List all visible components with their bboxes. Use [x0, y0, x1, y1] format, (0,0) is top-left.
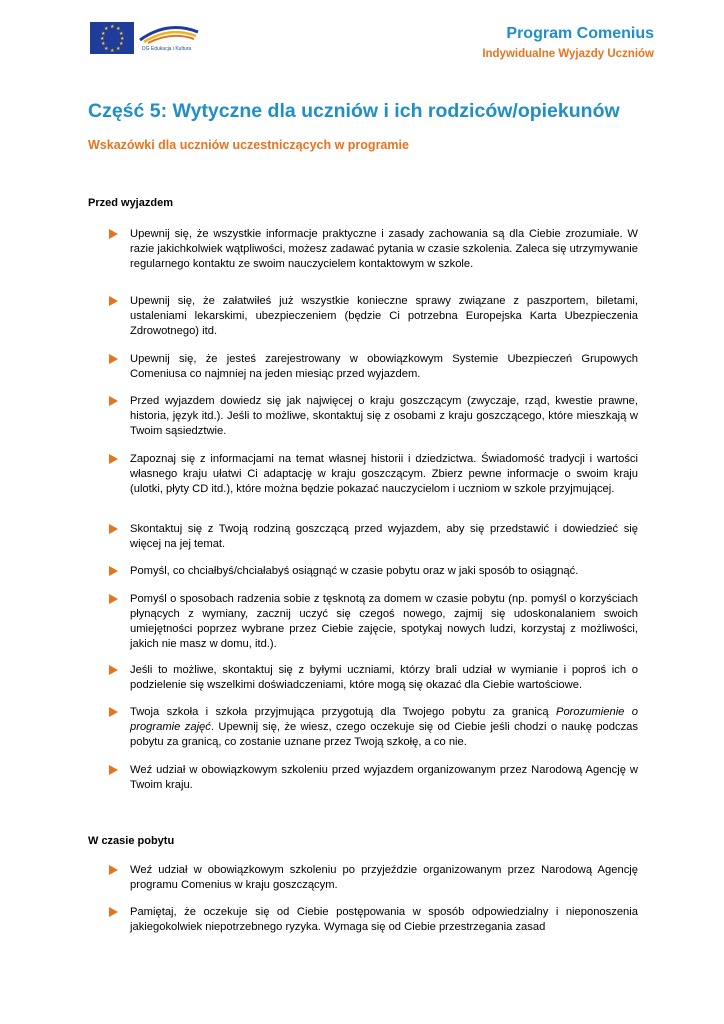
- list-item: Skontaktuj się z Twoją rodziną goszczącą przed wyjazdem, aby się przedstawić i dowiedzieć się więcej na jej temat.: [130, 522, 638, 552]
- list-item: Jeśli to możliwe, skontaktuj się z byłymi uczniami, którzy brali udział w wymianie i poproś ich o podzielenie się wszelkimi doświadczeniami, które mogą się okazać dla Ciebie wartościowe.: [130, 663, 638, 693]
- arrow-bullet-icon: [109, 396, 118, 406]
- arrow-bullet-icon: [109, 454, 118, 464]
- eu-flag-icon: ★ ★ ★ ★ ★ ★ ★ ★ ★ ★ ★ ★: [90, 22, 134, 54]
- arrow-bullet-icon: [109, 907, 118, 917]
- program-title: Program Comenius: [506, 25, 654, 42]
- list-item: Pamiętaj, że oczekuje się od Ciebie postępowania w sposób odpowiedzialny i nieponoszenia jakiegokolwiek niepotrzebnego ryzyka. Wymaga się od Ciebie przestrzegania zasad: [130, 905, 638, 935]
- list-item: Upewnij się, że jesteś zarejestrowany w obowiązkowym Systemie Ubezpieczeń Grupowych Comeniusa co najmniej na jeden miesiąc przed wyjazdem.: [130, 352, 638, 382]
- arrow-bullet-icon: [109, 296, 118, 306]
- arrow-bullet-icon: [109, 594, 118, 604]
- arrow-bullet-icon: [109, 354, 118, 364]
- list-item: Zapoznaj się z informacjami na temat własnej historii i dziedzictwa. Świadomość tradycji i wartości własnego kraju ułatwi Ci adaptację w kraju goszczącym. Zbierz pewne informacje o swoim kraju (ulotki, płyty CD itd.), które można będzie pokazać nauczycielom i uczniom w szkole przyjmującej.: [130, 452, 638, 497]
- arrow-bullet-icon: [109, 229, 118, 239]
- list-item: Przed wyjazdem dowiedz się jak najwięcej o kraju goszczącym (zwyczaje, rząd, kwestie prawne, historia, język itd.). Jeśli to możliwe, skontaktuj się z osobami z kraju goszczącego, które mieszkają w Twoim sąsiedztwie.: [130, 394, 638, 439]
- arrow-bullet-icon: [109, 665, 118, 675]
- section-heading-during-stay: W czasie pobytu: [88, 835, 175, 847]
- list-item: Weź udział w obowiązkowym szkoleniu przed wyjazdem organizowanym przez Narodową Agencję w Twoim kraju.: [130, 763, 638, 793]
- agreement-title: Porozumienie o programie zajęć: [130, 706, 638, 733]
- page-subtitle: Wskazówki dla uczniów uczestniczących w programie: [88, 138, 409, 152]
- arrow-bullet-icon: [109, 524, 118, 534]
- arrow-bullet-icon: [109, 765, 118, 775]
- dg-swoosh-icon: [138, 22, 200, 44]
- eu-logo: [90, 22, 202, 56]
- program-subtitle: Indywidualne Wyjazdy Uczniów: [482, 48, 654, 60]
- logo-caption: DG Edukacja i Kultura: [142, 46, 192, 52]
- list-item: Pomyśl, co chciałbyś/chciałabyś osiągnąć w czasie pobytu oraz w jaki sposób to osiągnąć.: [130, 564, 638, 579]
- list-item: Twoja szkoła i szkoła przyjmująca przygotują dla Twojego pobytu za granicą Porozumienie o programie zajęć. Upewnij się, że wiesz, czego oczekuje się od Ciebie jeśli chodzi o naukę podczas pobytu za granicą, co zostanie uznane przez Twoją szkołę, a co nie.: [130, 705, 638, 750]
- arrow-bullet-icon: [109, 707, 118, 717]
- page-title: Część 5: Wytyczne dla uczniów i ich rodziców/opiekunów: [88, 100, 620, 122]
- arrow-bullet-icon: [109, 865, 118, 875]
- section-heading-before-trip: Przed wyjazdem: [88, 197, 173, 209]
- arrow-bullet-icon: [109, 566, 118, 576]
- list-item: Upewnij się, że załatwiłeś już wszystkie konieczne sprawy związane z paszportem, biletami, ustaleniami lekarskimi, ubezpieczeniem (będzie Ci potrzebna Europejska Karta Ubezpieczenia Zdrowotnego) itd.: [130, 294, 638, 339]
- list-item: Pomyśl o sposobach radzenia sobie z tęsknotą za domem w czasie pobytu (np. pomyśl o korzyściach płynących z wymiany, zacznij uczyć się czegoś nowego, zajmij się udoskonalaniem swoich umiejętności poprzez wybrane przez Ciebie zajęcie, spotykaj nowych ludzi, korzystaj z możliwości, jakich nie masz w domu, itd.).: [130, 592, 638, 652]
- list-item: Upewnij się, że wszystkie informacje praktyczne i zasady zachowania są dla Ciebie zrozumiałe. W razie jakichkolwiek wątpliwości, możesz zadawać pytania w czasie szkolenia. Zaleca się utrzymywanie regularnego kontaktu ze swoim nauczycielem kontaktowym w szkole.: [130, 227, 638, 272]
- list-item: Weź udział w obowiązkowym szkoleniu po przyjeździe organizowanym przez Narodową Agencję programu Comenius w kraju goszczącym.: [130, 863, 638, 893]
- program-header: [482, 24, 654, 62]
